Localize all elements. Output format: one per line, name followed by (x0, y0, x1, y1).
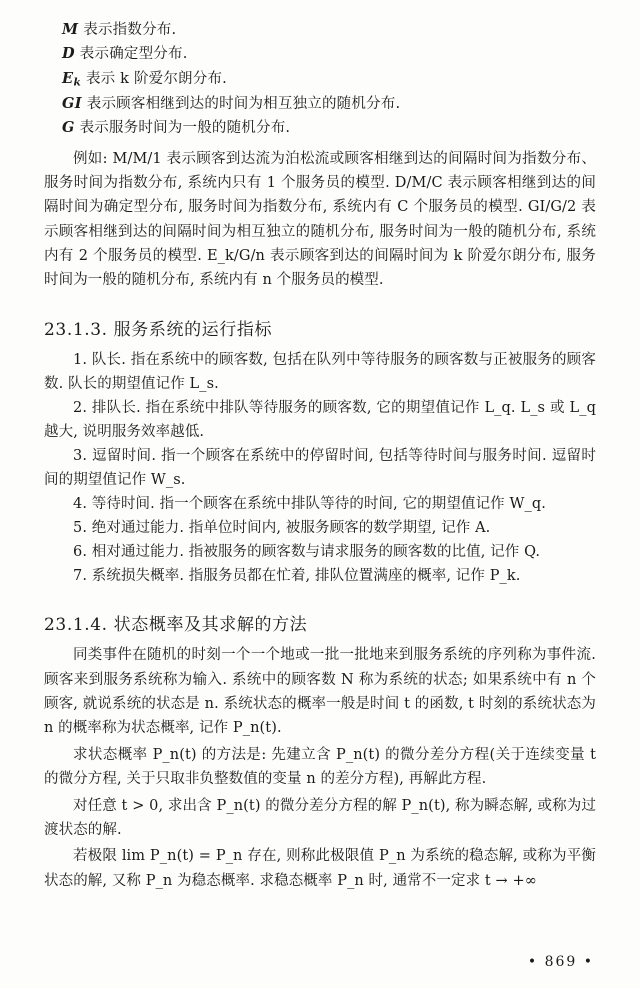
definition-text: 表示确定型分布. (79, 46, 188, 63)
list-item: 2. 排队长. 指在系统中排队等待服务的顾客数, 它的期望值记作 L_q. L_s 或 L_q 越大, 说明服务效率越低. (44, 399, 596, 440)
paragraph-transient-solution: 对任意 t > 0, 求出含 P_n(t) 的微分差分方程的解 P_n(t), 称为瞬态解, 或称为过渡状态的解. (44, 797, 596, 838)
list-item: 1. 队长. 指在系统中的顾客数, 包括在队列中等待服务的顾客数与正被服务的顾客数. 队长的期望值记作 L_s. (44, 351, 596, 392)
section-heading-23-1-4: 23.1.4. 状态概率及其求解的方法 (44, 615, 308, 636)
section-heading-23-1-3: 23.1.3. 服务系统的运行指标 (44, 319, 273, 340)
paragraph-steady-solution: 若极限 lim P_n(t) = P_n 存在, 则称此极限值 P_n 为系统的稳态解, 或称为平衡状态的解, 又称 P_n 为稳态概率. 求稳态概率 P_n 时, 通常不一定求 t → +∞ (44, 848, 596, 889)
page-number: • 869 • (527, 954, 594, 970)
definition-line (44, 18, 596, 42)
list-item: 6. 相对通过能力. 指被服务的顾客数与请求服务的顾客数的比值, 记作 Q. (73, 544, 541, 561)
definition-text: 表示指数分布. (83, 22, 177, 38)
symbol-Ek: $E_k$ (62, 69, 82, 89)
definition-line (44, 67, 596, 92)
paragraph-solution-method: 求状态概率 P_n(t) 的方法是: 先建立含 P_n(t) 的微分差分方程(关于连续变量 t 的微分方程, 关于只取非负整数值的变量 n 的差分方程), 再解此方程. (44, 746, 596, 788)
symbol-definitions (44, 18, 596, 141)
list-item: 7. 系统损失概率. 指服务员都在忙着, 排队位置满座的概率, 记作 P_k. (73, 568, 521, 585)
list-item: 3. 逗留时间. 指一个顾客在系统中的停留时间, 包括等待时间与服务时间. 逗留时间的期望值记作 W_s. (44, 447, 596, 489)
definition-line (44, 92, 596, 116)
list-item: 5. 绝对通过能力. 指单位时间内, 被服务顾客的数学期望, 记作 A. (73, 520, 491, 537)
running-indicator-list (44, 348, 596, 589)
definition-line (44, 116, 596, 140)
symbol-GI: GI (62, 94, 82, 112)
definition-text: 表示服务时间为一般的随机分布. (79, 120, 291, 137)
symbol-M: M (62, 21, 79, 38)
list-item: 4. 等待时间. 指一个顾客在系统中排队等待的时间, 它的期望值记作 W_q. (73, 496, 546, 513)
definition-text: 表示顾客相继到达的时间为相互独立的随机分布. (86, 95, 401, 112)
example-paragraph: 例如: M/M/1 表示顾客到达流为泊松流或顾客相继到达的间隔时间为指数分布、服务时间为指数分布, 系统内只有 1 个服务员的模型. D/M/C 表示顾客相继到达的间隔时间为确定型分布, 服务时间为指数分布, 系统内有 C 个服务员的模型. GI/G/2 表示顾客相继到达的间隔时间为相互独立的随机分布, 服务时间为一般的随机分布, 系统内有 2 个服务员的模型. E_k/G/n 表示顾客到达的间隔时间为 k 阶爱尔朗分布, 服务时间为一般的随机分布, 系统内有 n 个服务员的模型. (44, 150, 596, 289)
definition-text: 表示 k 阶爱尔朗分布. (85, 70, 227, 87)
symbol-D: D (62, 45, 75, 63)
symbol-G: G (62, 119, 75, 137)
definition-line (44, 42, 596, 66)
paragraph-state-definition: 同类事件在随机的时刻一个一个地或一批一批地来到服务系统的序列称为事件流. 顾客来到服务系统称为输入. 系统中的顾客数 N 称为系统的状态; 如果系统中有 n 个顾客, 就说系统的状态是 n. 系统状态的概率一般是时间 t 的函数, t 时刻的系统状态为 n 的概率称为状态概率, 记作 P_n(t). (44, 647, 596, 737)
